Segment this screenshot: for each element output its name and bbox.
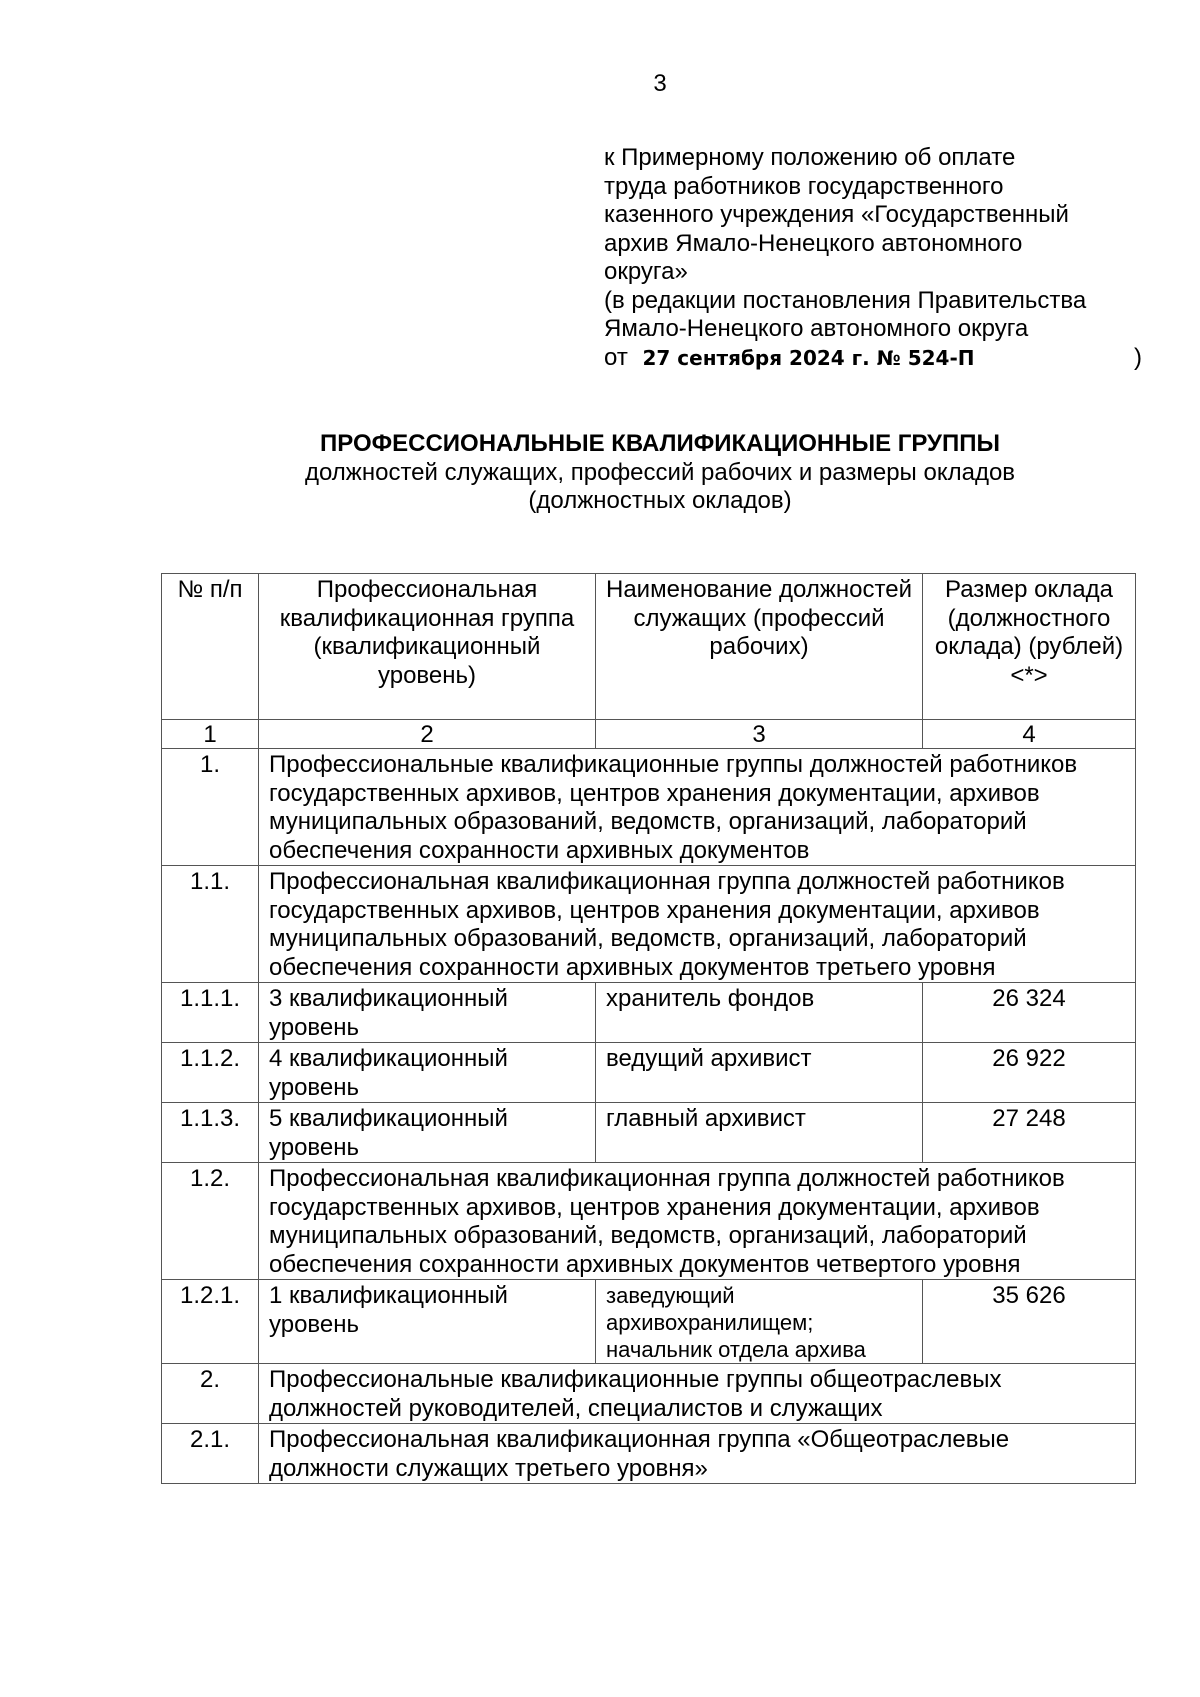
position-name: хранитель фондов — [596, 983, 923, 1043]
table-row — [162, 749, 1136, 866]
group-heading: Профессиональная квалификационная группа должностей работников государственных архивов, центров хранения документации, архивов муниципальных образований, ведомств, организаций, лабораторий обеспечения сохранности архивных документов третьего уровня — [259, 866, 1136, 983]
header-position: Наименование должностей служащих (профессий рабочих) — [596, 574, 923, 720]
position-name: заведующий архивохранилищем; начальник отдела архива — [596, 1280, 923, 1364]
row-number: 1.1. — [162, 866, 259, 983]
salary-value: 26 324 — [923, 983, 1136, 1043]
salary-value: 26 922 — [923, 1043, 1136, 1103]
group-heading: Профессиональная квалификационная группа «Общеотраслевые должности служащих третьего уровня» — [259, 1424, 1136, 1484]
table-row — [162, 1280, 1136, 1364]
appendix-line: казенного учреждения «Государственный — [604, 201, 1069, 228]
close-paren: ) — [1134, 343, 1142, 371]
title-line-1: ПРОФЕССИОНАЛЬНЫЕ КВАЛИФИКАЦИОННЫЕ ГРУППЫ — [320, 430, 1000, 457]
group-heading: Профессиональная квалификационная группа должностей работников государственных архивов, центров хранения документации, архивов муниципальных образований, ведомств, организаций, лабораторий обеспечения сохранности архивных документов четвертого уровня — [259, 1163, 1136, 1280]
row-number: 1.2.1. — [162, 1280, 259, 1364]
table-row — [162, 1163, 1136, 1280]
row-number: 1. — [162, 749, 259, 866]
appendix-reference — [604, 144, 1164, 372]
row-number: 1.1.3. — [162, 1103, 259, 1163]
appendix-line: архив Ямало-Ненецкого автономного — [604, 229, 1023, 257]
row-number: 2. — [162, 1364, 259, 1424]
qualification-level: 1 квалификационный уровень — [259, 1280, 596, 1364]
order-prefix: от — [604, 343, 628, 371]
title-line-2: должностей служащих, профессий рабочих и размеры окладов — [304, 459, 1016, 486]
row-number: 2.1. — [162, 1424, 259, 1484]
table-row — [162, 866, 1136, 983]
header-number: № п/п — [162, 574, 259, 720]
qualification-level: 5 квалификационный уровень — [259, 1103, 596, 1163]
appendix-line: труда работников государственного — [604, 172, 1004, 200]
column-number: 4 — [923, 720, 1136, 749]
document-title — [160, 429, 1160, 515]
column-number-row — [162, 720, 1136, 749]
row-number: 1.2. — [162, 1163, 259, 1280]
header-group: Профессиональная квалификационная группа (квалификационный уровень) — [259, 574, 596, 720]
header-salary: Размер оклада (должностного оклада) (рублей) <*> — [923, 574, 1136, 720]
appendix-line: округа» — [604, 258, 688, 285]
table-row — [162, 983, 1136, 1043]
position-name: ведущий архивист — [596, 1043, 923, 1103]
table-row — [162, 1103, 1136, 1163]
order-line — [604, 344, 1164, 373]
appendix-line: (в редакции постановления Правительства — [604, 286, 1087, 314]
table-row — [162, 1043, 1136, 1103]
group-heading: Профессиональные квалификационные группы должностей работников государственных архивов, центров хранения документации, архивов муниципальных образований, ведомств, организаций, лабораторий обеспечения сохранности архивных документов — [259, 749, 1136, 866]
order-number: 27 сентября 2024 г. № 524-П — [642, 345, 975, 370]
row-number: 1.1.2. — [162, 1043, 259, 1103]
table-row — [162, 1424, 1136, 1484]
title-line-3: (должностных окладов) — [528, 487, 792, 514]
group-heading: Профессиональные квалификационные группы общеотраслевых должностей руководителей, специалистов и служащих — [259, 1364, 1136, 1424]
salary-table — [161, 573, 1136, 1484]
table-header-row — [162, 574, 1136, 720]
qualification-level: 4 квалификационный уровень — [259, 1043, 596, 1103]
column-number: 2 — [259, 720, 596, 749]
page-number: 3 — [653, 70, 667, 97]
row-number: 1.1.1. — [162, 983, 259, 1043]
appendix-line: Ямало-Ненецкого автономного округа — [604, 315, 1029, 342]
table-row — [162, 1364, 1136, 1424]
salary-value: 35 626 — [923, 1280, 1136, 1364]
qualification-level: 3 квалификационный уровень — [259, 983, 596, 1043]
column-number: 3 — [596, 720, 923, 749]
salary-value: 27 248 — [923, 1103, 1136, 1163]
appendix-line: к Примерному положению об оплате — [604, 144, 1016, 171]
column-number: 1 — [162, 720, 259, 749]
position-name: главный архивист — [596, 1103, 923, 1163]
